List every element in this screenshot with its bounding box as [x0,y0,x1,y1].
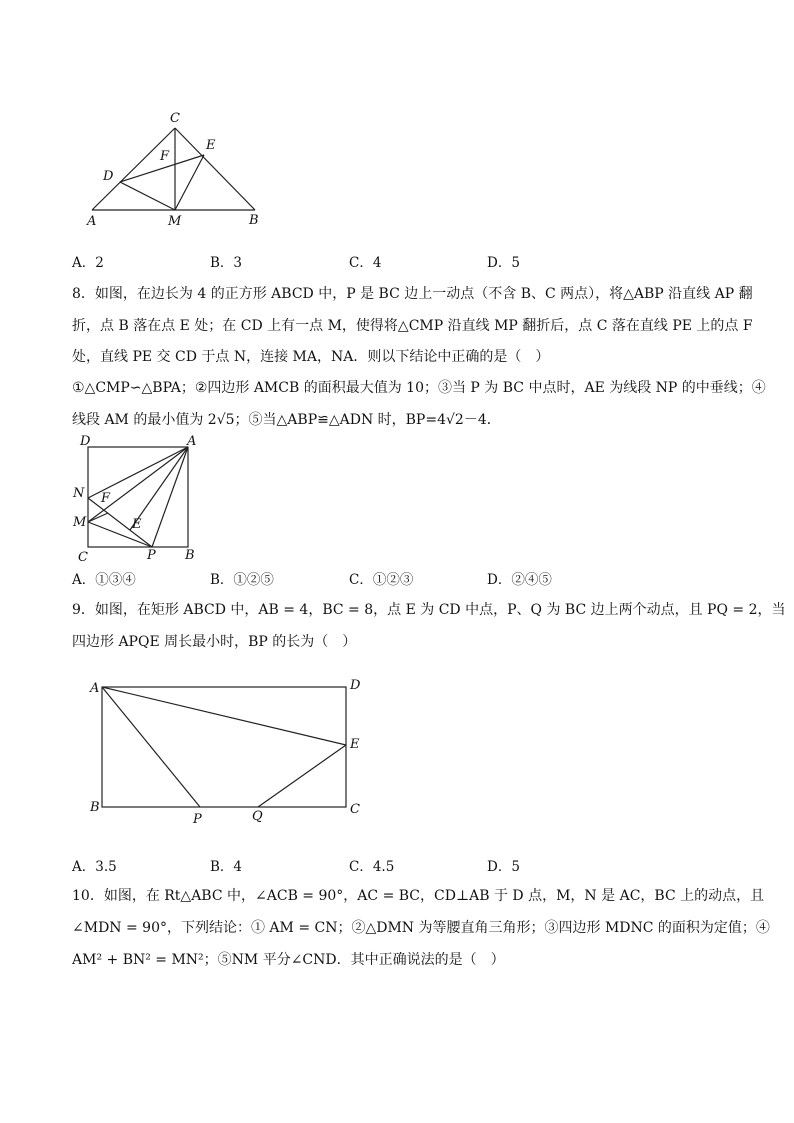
q7-option-a[interactable]: A．2 [72,255,104,271]
q9-option-a[interactable]: A．3.5 [72,859,117,875]
fig8-label-A: A [187,434,197,449]
q8-options [72,568,632,588]
fig8-label-B: B [185,548,195,562]
segment-MP [88,522,152,547]
q8-conclusions-line-1: ①△CMP∽△BPA；②四边形 AMCB 的面积最大值为 10；③当 P 为 BC 中点时，AE 为线段 NP 的中垂线；④ [72,380,766,396]
fig7-label-B: B [249,213,259,228]
segment-QE [258,745,346,807]
q7-options [72,251,632,271]
segment-DM [120,182,175,210]
fig9-label-Q: Q [252,809,263,824]
segment-AP [102,687,200,807]
fig9-label-P: P [193,812,202,827]
q8-option-d[interactable]: D．②④⑤ [487,572,552,588]
q8-option-c[interactable]: C．①②③ [349,572,414,588]
q7-figure [84,106,274,230]
rectangle-ABCD [102,687,346,807]
q10-stem-line-3: AM² + BN² = MN²；⑤NM 平分∠CND．其中正确说法的是（ ） [72,952,505,968]
fig8-label-F: F [101,491,111,506]
q8-conclusions-line-2: 线段 AM 的最小值为 2√5；⑤当△ABP≌△ADN 时，BP=4√2－4． [72,412,501,428]
q7-option-d[interactable]: D．5 [487,255,520,271]
q9-option-c[interactable]: C．4.5 [349,859,395,875]
q9-option-d[interactable]: D．5 [487,859,520,875]
q10-stem-line-1: 10．如图，在 Rt△ABC 中，∠ACB = 90°，AC = BC，CD⊥AB 于 D 点，M，N 是 AC，BC 上的动点，且 [72,888,765,904]
q7-option-c[interactable]: C．4 [349,255,382,271]
q9-option-b[interactable]: B．4 [210,859,243,875]
fig7-label-M: M [168,214,182,229]
segment-NP [88,498,152,547]
q9-options [72,855,632,875]
fig9-label-A: A [90,681,100,696]
q8-figure [72,432,202,562]
segment-AE [102,687,346,745]
segment-AM [88,447,188,522]
fig7-label-D: D [103,169,114,184]
fig8-label-D: D [80,434,91,449]
fig7-label-F: F [160,149,170,164]
q10-stem-line-2: ∠MDN = 90°，下列结论：① AM = CN；②△DMN 为等腰直角三角形；③四边形 MDNC 的面积为定值；④ [72,920,770,936]
fig7-label-A: A [87,214,97,229]
fig8-label-E: E [132,517,142,532]
fig8-label-M: M [73,515,87,530]
fig9-label-C: C [350,802,360,817]
q8-stem-line-3: 处，直线 PE 交 CD 于点 N，连接 MA，NA．则以下结论中正确的是（ ） [72,349,550,365]
fig8-label-N: N [73,486,85,501]
fig9-label-E: E [350,737,360,752]
q7-option-b[interactable]: B．3 [210,255,243,271]
q9-figure [84,672,374,828]
fig7-label-E: E [206,138,216,153]
fig7-label-C: C [170,111,180,126]
q9-stem-line-1: 9．如图，在矩形 ABCD 中，AB = 4，BC = 8，点 E 为 CD 中点，P、Q 为 BC 边上两个动点，且 PQ = 2，当 [72,602,786,618]
fig8-label-C: C [78,550,88,562]
fig9-label-B: B [90,800,100,815]
q8-option-a[interactable]: A．①③④ [72,572,136,588]
q8-stem-line-2: 折，点 B 落在点 E 处；在 CD 上有一点 M，使得将△CMP 沿直线 MP 翻折后，点 C 落在直线 PE 上的点 F [72,318,753,334]
fig9-label-D: D [350,678,361,693]
q9-stem-line-2: 四边形 APQE 周长最小时，BP 的长为（ ） [72,634,357,650]
q8-stem-line-1: 8．如图，在边长为 4 的正方形 ABCD 中，P 是 BC 边上一动点（不含 B、C 两点），将△ABP 沿直线 AP 翻 [72,286,753,302]
fig8-label-P: P [147,548,156,562]
q8-option-b[interactable]: B．①②⑤ [210,572,274,588]
